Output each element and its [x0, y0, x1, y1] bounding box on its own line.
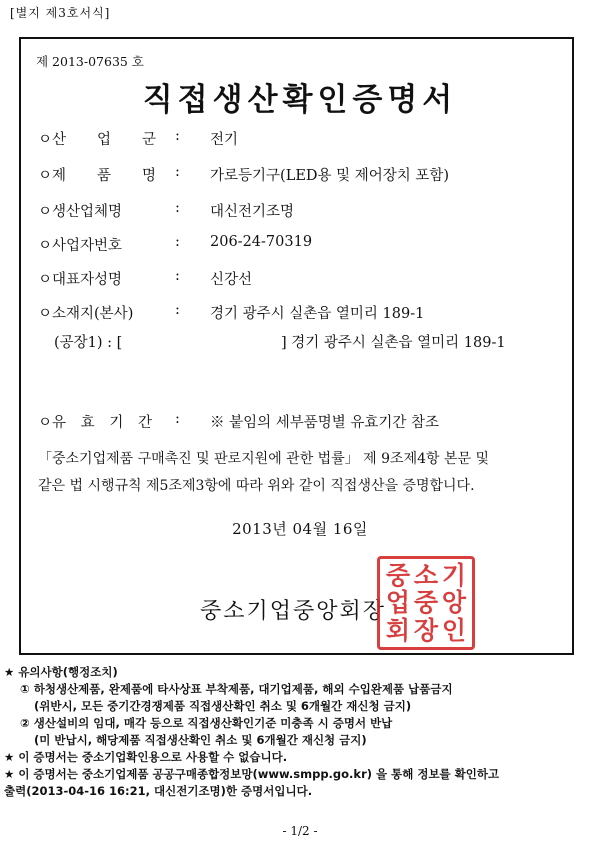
- colon: :: [175, 234, 180, 250]
- field-label: [52, 164, 156, 185]
- label-char: 품: [96, 168, 111, 184]
- field-value: 가로등기구(LED용 및 제어장치 포함): [210, 168, 450, 184]
- notice-line: 출력(2013-04-16 16:21, 대신전기조명)한 증명서입니다.: [4, 784, 313, 798]
- field-value: 전기: [210, 132, 239, 148]
- seal-char: 소: [413, 561, 439, 591]
- form-label: [별지 제3호서식]: [10, 6, 111, 20]
- label-char: 유: [52, 415, 67, 431]
- notice-line: ★ 이 증명서는 중소기업확인용으로 사용할 수 없습니다.: [4, 750, 288, 764]
- seal-char: 인: [441, 615, 467, 645]
- seal-char: 중: [385, 561, 411, 591]
- seal-char: 중: [413, 588, 439, 618]
- field-label: [52, 411, 152, 432]
- label-char: 업: [96, 132, 111, 148]
- bullet-icon: ㅇ: [38, 272, 53, 288]
- seal-characters: [384, 562, 468, 644]
- factory-bracket-close: ]: [281, 335, 287, 351]
- issue-date: 2013년 04월 16일: [232, 520, 368, 538]
- label-char: 군: [141, 132, 156, 148]
- bullet-icon: ㅇ: [38, 306, 53, 322]
- label-char: 기: [109, 415, 124, 431]
- seal-char: 장: [413, 615, 439, 645]
- field-factory: [54, 331, 506, 352]
- bullet-icon: ㅇ: [38, 204, 53, 220]
- seal-char: 업: [385, 588, 411, 618]
- label-char: 효: [80, 415, 95, 431]
- page-title: 직접생산확인증명서: [142, 82, 458, 118]
- label-char: 명: [141, 168, 156, 184]
- field-label: 대표자성명: [52, 272, 123, 288]
- label-char: 산: [52, 132, 67, 148]
- notice-section: [4, 664, 499, 800]
- notice-item: ② 생산설비의 임대, 매각 등으로 직접생산확인기준 미충족 시 증명서 반납: [20, 716, 393, 730]
- field-value: 206-24-70319: [210, 234, 313, 250]
- field-label: 사업자번호: [52, 238, 123, 254]
- colon: :: [175, 200, 180, 216]
- notice-item: ① 하청생산제품, 완제품에 타사상표 부착제품, 대기업제품, 해외 수입완제품 납품금지: [20, 682, 453, 696]
- field-label: [52, 128, 156, 149]
- notice-heading: ★ 유의사항(행정조치): [4, 665, 118, 679]
- certification-statement: [38, 446, 558, 500]
- seal-char: 앙: [441, 588, 467, 618]
- colon: :: [175, 302, 180, 318]
- colon: :: [175, 164, 180, 180]
- bullet-icon: ㅇ: [38, 238, 53, 254]
- page-number: - 1/2 -: [282, 824, 318, 838]
- colon: :: [175, 128, 180, 144]
- field-value: 신강선: [210, 272, 253, 288]
- document-number: 제 2013-07635 호: [36, 54, 144, 69]
- factory-label: (공장1) : [: [54, 335, 123, 351]
- colon: :: [175, 268, 180, 284]
- field-label: 생산업체명: [52, 204, 123, 220]
- statement-line: 같은 법 시행규칙 제5조제3항에 따라 위와 같이 직접생산을 증명합니다.: [38, 478, 475, 494]
- bullet-icon: ㅇ: [38, 415, 53, 431]
- colon: :: [175, 411, 180, 427]
- notice-line: ★ 이 증명서는 중소기업제품 공공구매종합정보망(www.smpp.go.kr) 을 통해 정보를 확인하고: [4, 767, 500, 781]
- factory-value-group: [281, 331, 506, 352]
- field-value: ※ 붙임의 세부품명별 유효기간 참조: [210, 415, 440, 431]
- issuer-name: 중소기업중앙회장: [200, 599, 387, 624]
- field-value: 대신전기조명: [210, 204, 295, 220]
- notice-item-detail: (위반시, 모든 중기간경쟁제품 직접생산확인 취소 및 6개월간 재신청 금지): [34, 699, 412, 713]
- statement-line: 「중소기업제품 구매촉진 및 판로지원에 관한 법률」 제 9조제4항 본문 및: [38, 451, 490, 467]
- field-label: 소재지(본사): [52, 306, 134, 322]
- bullet-icon: ㅇ: [38, 168, 53, 184]
- notice-item-detail: (미 반납시, 해당제품 직접생산확인 취소 및 6개월간 재신청 금지): [34, 733, 367, 747]
- field-value: 경기 광주시 실촌읍 열미리 189-1: [210, 306, 425, 322]
- official-seal-icon: [377, 556, 475, 650]
- seal-char: 기: [441, 561, 467, 591]
- label-char: 제: [52, 168, 67, 184]
- bullet-icon: ㅇ: [38, 132, 53, 148]
- factory-value: 경기 광주시 실촌읍 열미리 189-1: [291, 335, 506, 351]
- label-char: 간: [137, 415, 152, 431]
- seal-char: 회: [385, 615, 411, 645]
